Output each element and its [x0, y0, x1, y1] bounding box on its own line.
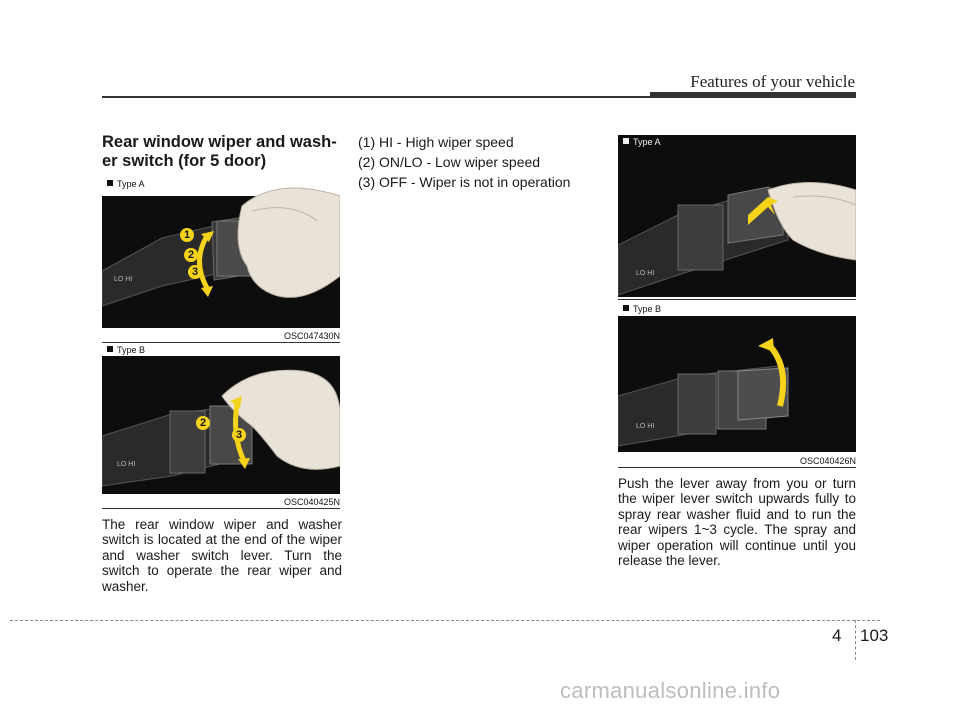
- figure-wiper-lever-type-b: [102, 356, 340, 494]
- figure-type-label: Type A: [623, 137, 661, 147]
- figure-code: OSC047431N: [799, 289, 856, 299]
- figure-type-label: Type B: [623, 304, 661, 314]
- speed-list-item-lo: (2) ON/LO - Low wiper speed: [358, 154, 541, 170]
- figure-code: OSC040426N: [799, 456, 856, 466]
- figure-divider: [102, 508, 340, 509]
- header-rule-accent: [650, 92, 856, 98]
- figure-washer-type-b: [618, 316, 856, 452]
- header-rule: [102, 96, 650, 98]
- callout-3: 3: [232, 428, 246, 442]
- footer-divider: [10, 620, 880, 621]
- washer-description: Push the lever away from you or turn the wiper lever switch upwards fully to spray rear washer fluid and to run the rear wipers 1~3 cycle. The spray and wiper operation will continue until you release the lever.: [618, 476, 856, 569]
- figure-divider: [618, 299, 856, 300]
- callout-3: 3: [188, 265, 202, 279]
- footer-divider-vertical: [855, 620, 856, 660]
- speed-list-item-off: (3) OFF - Wiper is not in operation: [358, 174, 571, 190]
- figure-washer-type-a: [618, 135, 856, 297]
- page-number: 103: [860, 626, 889, 645]
- svg-text:LO HI: LO HI: [636, 270, 655, 277]
- chapter-number: 4: [832, 626, 842, 645]
- section-heading: Rear window wiper and wash- er switch (for 5 door): [102, 133, 337, 170]
- figure-divider: [102, 342, 340, 343]
- figure-code: OSC040425N: [283, 497, 340, 507]
- speed-list-item-hi: (1) HI - High wiper speed: [358, 134, 514, 150]
- figure-divider: [618, 467, 856, 468]
- callout-1: 1: [180, 228, 194, 242]
- callout-2: 2: [184, 248, 198, 262]
- svg-text:LO HI: LO HI: [636, 423, 655, 430]
- svg-text:LO HI: LO HI: [117, 461, 136, 468]
- svg-text:LO HI: LO HI: [114, 276, 133, 283]
- figure-type-label: Type A: [107, 179, 145, 189]
- page-header-title: Features of your vehicle: [690, 72, 855, 91]
- figure-code: OSC047430N: [283, 331, 340, 341]
- callout-2: 2: [196, 416, 210, 430]
- section-description: The rear window wiper and washer switch is located at the end of the wiper and washer switch lever. Turn the switch to operate the rear wiper and washer.: [102, 517, 342, 594]
- figure-wiper-lever-type-a: [102, 176, 340, 328]
- figure-type-label: Type B: [107, 345, 145, 355]
- watermark: carmanualsonline.info: [560, 678, 781, 703]
